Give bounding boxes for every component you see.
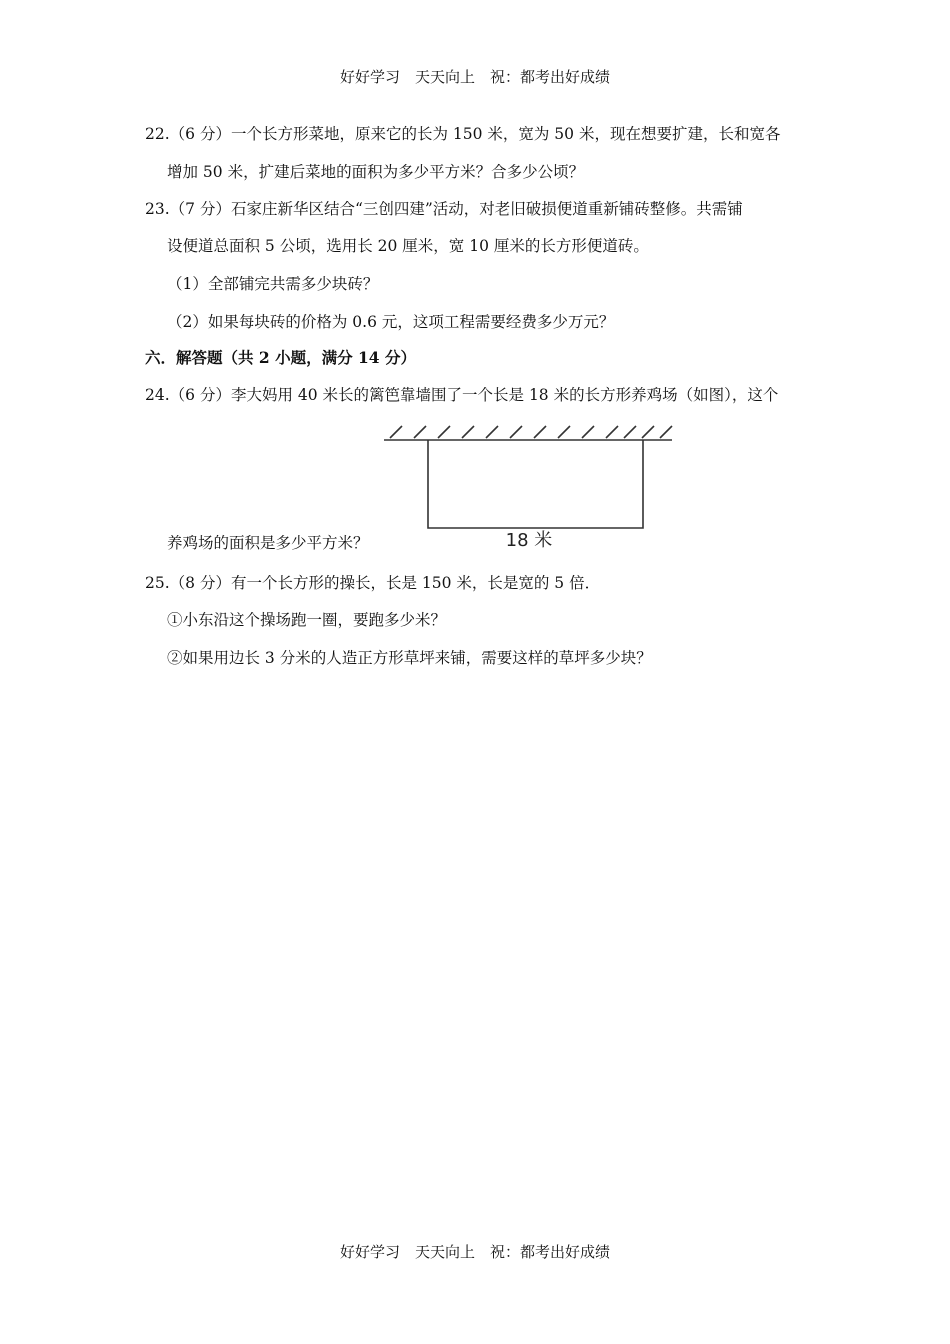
q23-sub2: （2）如果每块砖的价格为 0.6 元，这项工程需要经费多少万元？ [167, 313, 615, 331]
q22-line1: 22.（6 分）一个长方形菜地，原来它的长为 150 米，宽为 50 米，现在想要扩建，长和宽各 [145, 125, 781, 143]
figure-length-label: 18 米 [505, 530, 553, 551]
q23-sub1: （1）全部铺完共需多少块砖？ [167, 275, 379, 293]
q25-sub2: ②如果用边长 3 分米的人造正方形草坪来铺，需要这样的草坪多少块？ [167, 649, 652, 667]
chicken-yard-figure [380, 420, 680, 555]
fence-rectangle [428, 440, 643, 528]
page-footer: 好好学习 天天向上 祝：都考出好成绩 [339, 1243, 610, 1261]
q25-sub1: ①小东沿这个操场跑一圈，要跑多少米？ [167, 611, 447, 629]
q22-line2: 增加 50 米，扩建后菜地的面积为多少平方米？合多少公顷？ [167, 163, 585, 181]
page-header: 好好学习 天天向上 祝：都考出好成绩 [339, 68, 610, 86]
q24-line1: 24.（6 分）李大妈用 40 米长的篱笆靠墙围了一个长是 18 米的长方形养鸡场（如图），这个 [145, 386, 779, 404]
section-6-title: 六．解答题（共 2 小题，满分 14 分） [145, 348, 416, 367]
q25-line1: 25.（8 分）有一个长方形的操长，长是 150 米，长是宽的 5 倍． [145, 574, 601, 592]
q23-line2: 设便道总面积 5 公顷，选用长 20 厘米，宽 10 厘米的长方形便道砖。 [167, 237, 649, 255]
q24-line2: 养鸡场的面积是多少平方米？ [167, 534, 369, 552]
wall-hatching [390, 426, 672, 438]
q23-line1: 23.（7 分）石家庄新华区结合“三创四建”活动，对老旧破损便道重新铺砖整修。共需铺 [145, 200, 743, 218]
